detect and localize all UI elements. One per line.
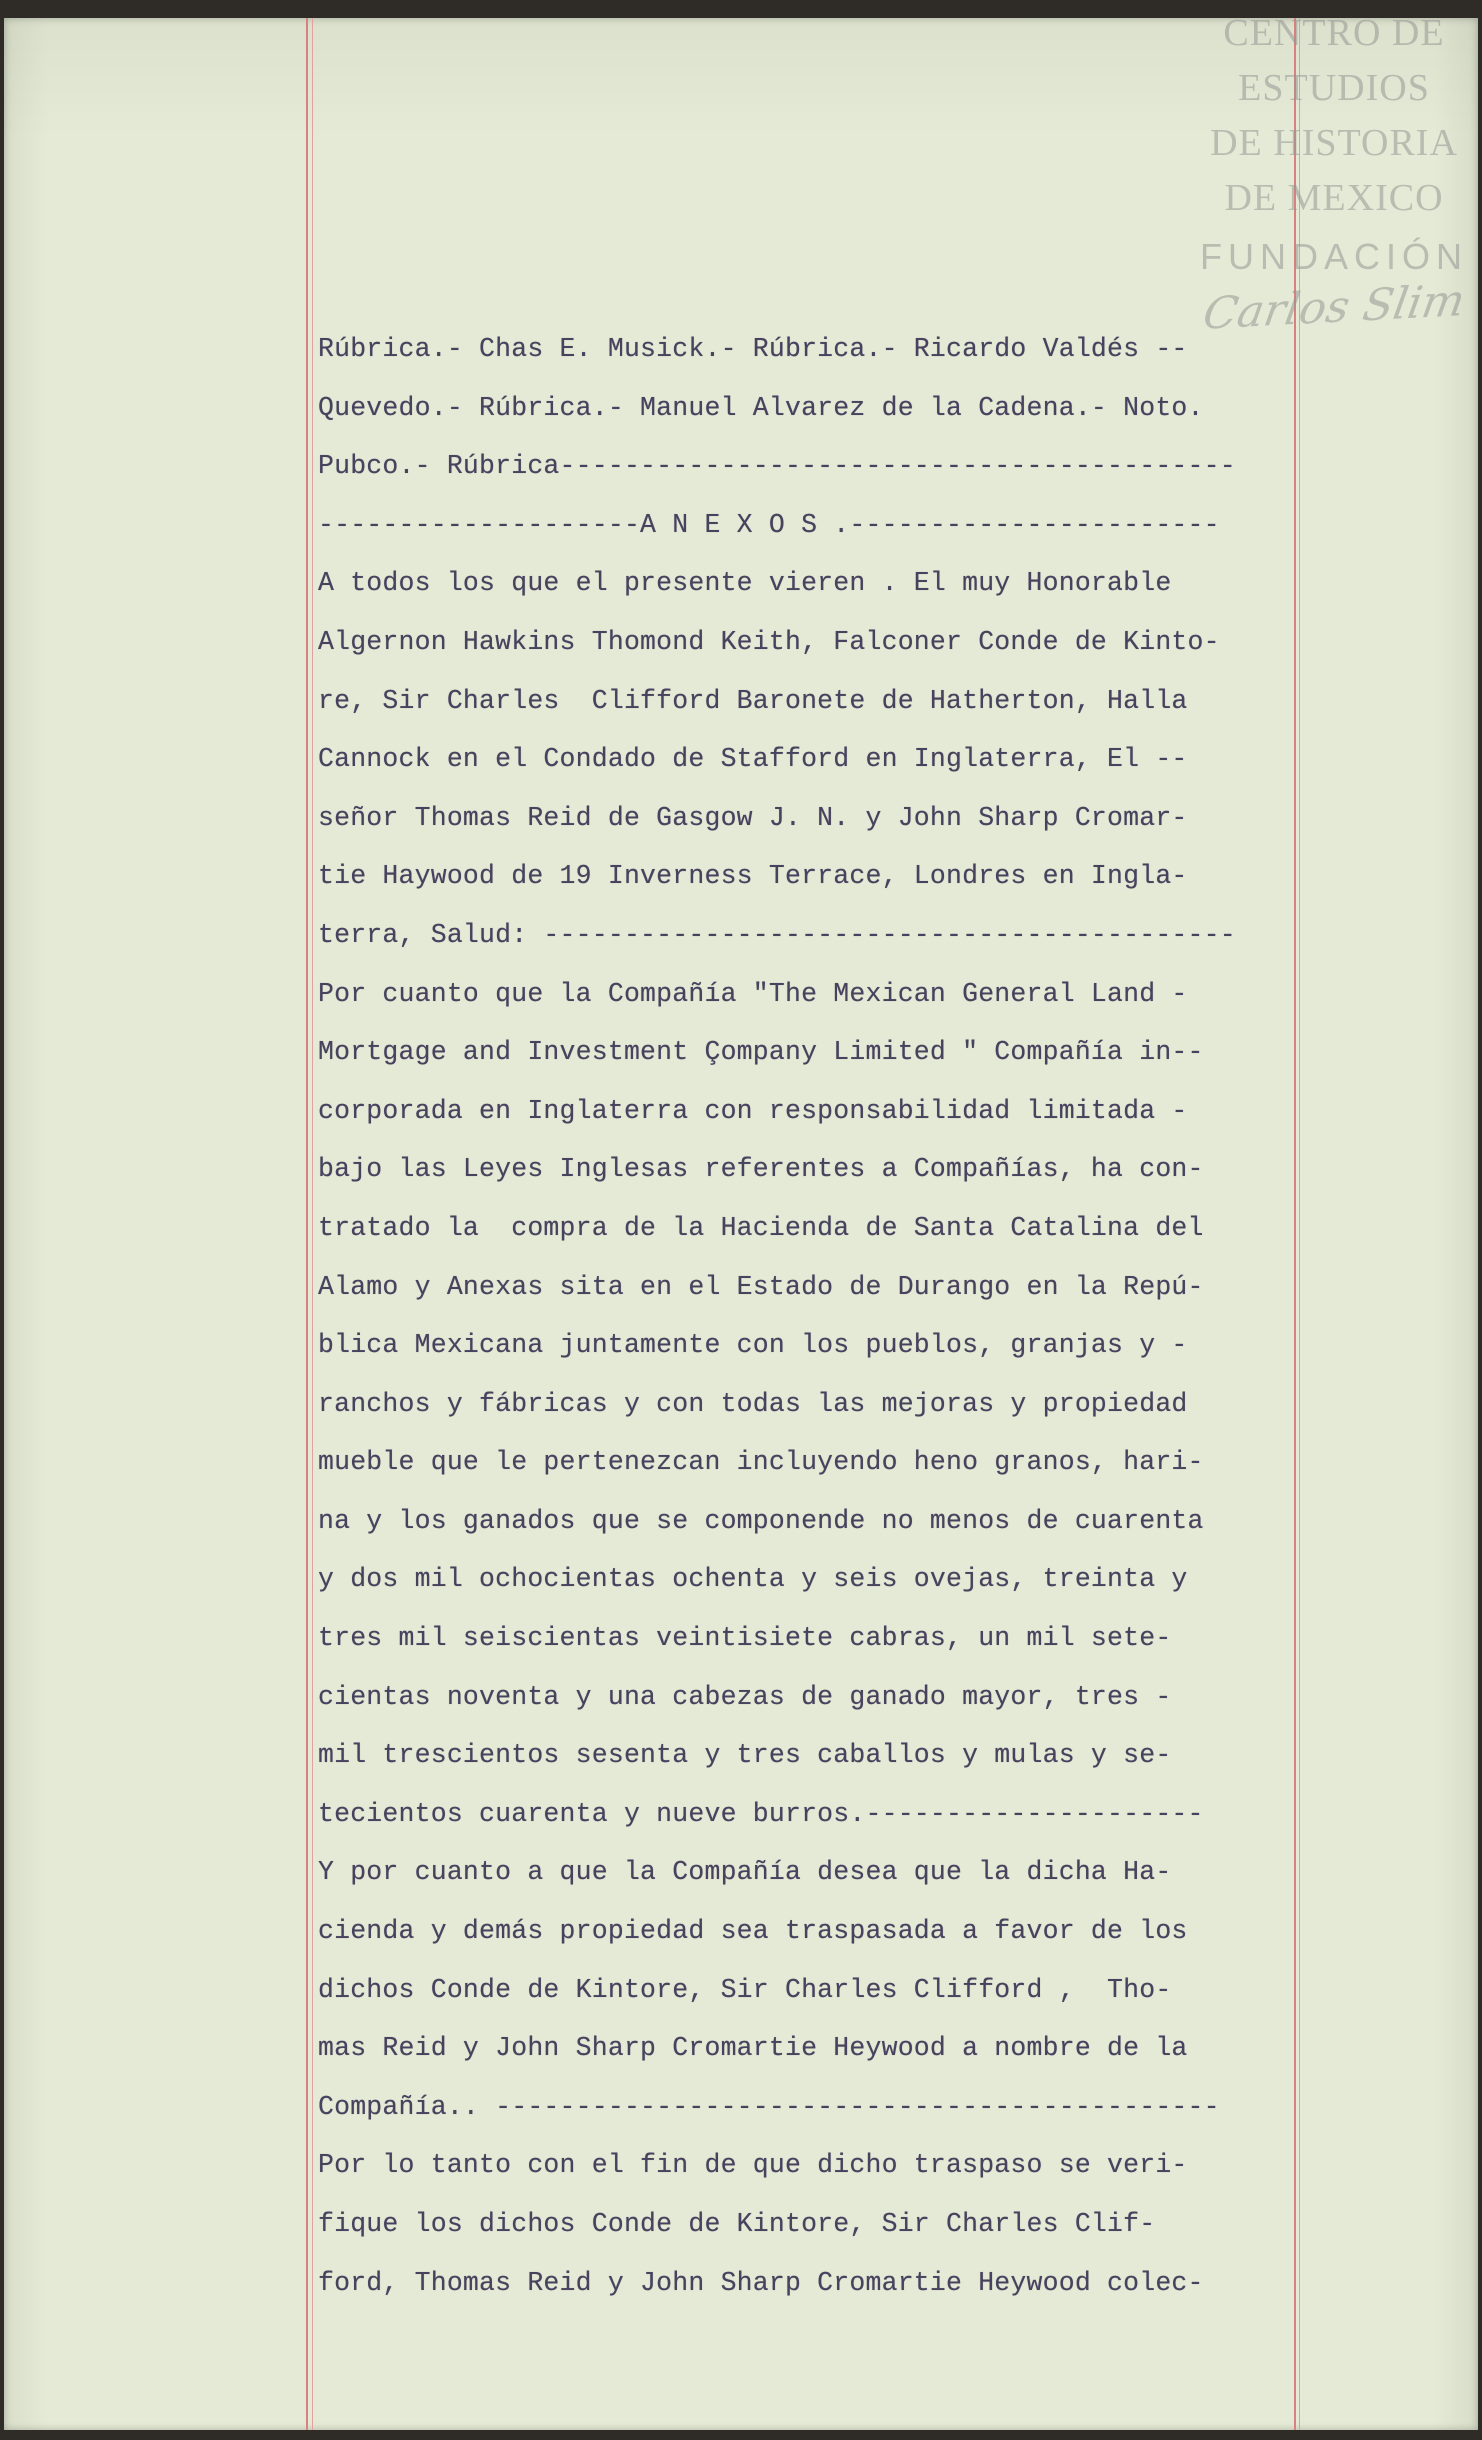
archive-watermark: [1186, 6, 1482, 340]
text-line: cientas noventa y una cabezas de ganado mayor, tres -: [318, 1681, 1172, 1712]
text-line: Alamo y Anexas sita en el Estado de Durango en la Repú-: [318, 1271, 1204, 1302]
watermark-line-1: CENTRO DE: [1223, 12, 1445, 54]
section-heading-anexos: --------------------A N E X O S .-----------------------: [318, 509, 1220, 540]
text-line: Algernon Hawkins Thomond Keith, Falconer Conde de Kinto-: [318, 626, 1220, 657]
text-line: ford, Thomas Reid y John Sharp Cromartie Heywood colec-: [318, 2267, 1204, 2298]
text-line: mil trescientos sesenta y tres caballos y mulas y se-: [318, 1740, 1172, 1771]
text-line: A todos los que el presente vieren . El muy Honorable: [318, 568, 1172, 599]
text-line: mas Reid y John Sharp Cromartie Heywood a nombre de la: [318, 2033, 1188, 2064]
watermark-foundation: FUNDACIÓN: [1200, 236, 1468, 277]
text-line: mueble que le pertenezcan incluyendo heno granos, hari-: [318, 1447, 1204, 1478]
left-margin-rule-inner: [312, 18, 313, 2430]
text-line: bajo las Leyes Inglesas referentes a Compañías, ha con-: [318, 1154, 1204, 1185]
typed-text-body: [318, 320, 1298, 2312]
left-margin-rule: [306, 18, 308, 2430]
text-line: fique los dichos Conde de Kintore, Sir Charles Clif-: [318, 2209, 1156, 2239]
watermark-signature: Carlos Slim: [1199, 275, 1469, 340]
text-line: Y por cuanto a que la Compañía desea que la dicha Ha-: [318, 1857, 1172, 1888]
text-line: corporada en Inglaterra con responsabilidad limitada -: [318, 1095, 1188, 1126]
text-line: Mortgage and Investment Çompany Limited " Compañía in--: [318, 1037, 1204, 1068]
text-line: Por cuanto que la Compañía "The Mexican General Land -: [318, 978, 1188, 1009]
text-line: cienda y demás propiedad sea traspasada a favor de los: [318, 1916, 1188, 1947]
watermark-line-2: ESTUDIOS: [1238, 67, 1430, 109]
text-line: tecientos cuarenta y nueve burros.---------------------: [318, 1798, 1204, 1829]
watermark-line-4: DE MEXICO: [1224, 177, 1444, 219]
text-line: Por lo tanto con el fin de que dicho traspaso se veri-: [318, 2150, 1188, 2181]
watermark-line-3: DE HISTORIA: [1210, 122, 1458, 164]
text-line: Pubco.- Rúbrica------------------------------------------: [318, 451, 1236, 482]
text-line: Compañía.. ---------------------------------------------: [318, 2091, 1220, 2122]
right-margin-rule-inner: [1299, 18, 1300, 2430]
text-line: dichos Conde de Kintore, Sir Charles Clifford , Tho-: [318, 1974, 1172, 2005]
text-line: Rúbrica.- Chas E. Musick.- Rúbrica.- Ricardo Valdés --: [318, 334, 1188, 364]
text-line: terra, Salud: -------------------------------------------: [318, 919, 1236, 950]
text-line: tratado la compra de la Hacienda de Santa Catalina del: [318, 1212, 1204, 1243]
text-line: re, Sir Charles Clifford Baronete de Hatherton, Halla: [318, 685, 1188, 716]
text-line: Quevedo.- Rúbrica.- Manuel Alvarez de la Cadena.- Noto.: [318, 392, 1204, 423]
text-line: Cannock en el Condado de Stafford en Inglaterra, El --: [318, 744, 1188, 775]
text-line: y dos mil ochocientas ochenta y seis ovejas, treinta y: [318, 1564, 1188, 1595]
text-line: na y los ganados que se componende no menos de cuarenta: [318, 1505, 1204, 1536]
text-line: tres mil seiscientas veintisiete cabras, un mil sete-: [318, 1623, 1172, 1654]
text-line: señor Thomas Reid de Gasgow J. N. y John Sharp Cromar-: [318, 802, 1188, 833]
text-line: blica Mexicana juntamente con los pueblos, granjas y -: [318, 1330, 1188, 1361]
text-line: ranchos y fábricas y con todas las mejoras y propiedad: [318, 1388, 1188, 1419]
text-line: tie Haywood de 19 Inverness Terrace, Londres en Ingla-: [318, 861, 1188, 892]
